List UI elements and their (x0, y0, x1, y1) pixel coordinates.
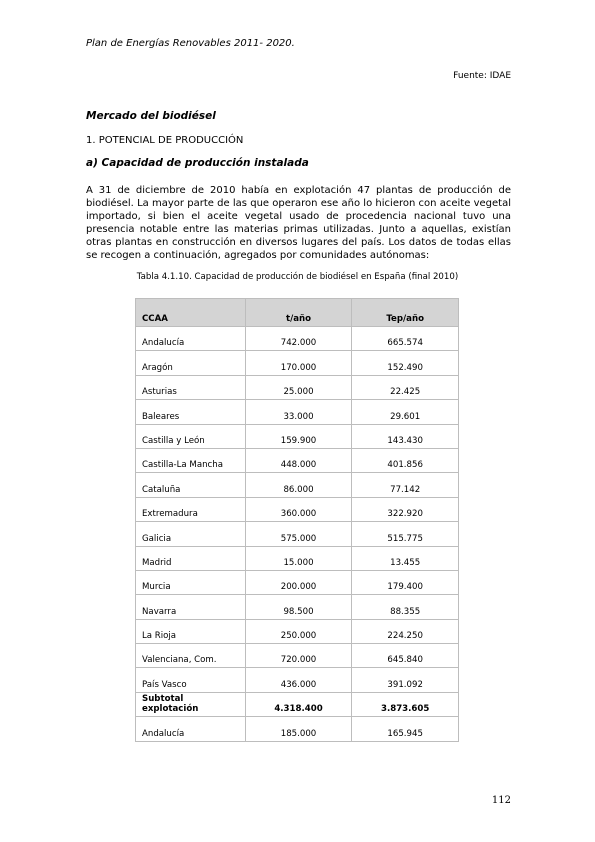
tonnes-cell: 185.000 (245, 717, 352, 741)
table-row (136, 473, 459, 497)
region-cell: Valenciana, Com. (136, 644, 246, 668)
column-header-ccaa: CCAA (136, 299, 246, 327)
subtotal-label: Subtotal explotación (136, 692, 246, 716)
table-row (136, 497, 459, 521)
tep-cell: 143.430 (352, 424, 459, 448)
tonnes-cell: 250.000 (245, 619, 352, 643)
tonnes-cell: 15.000 (245, 546, 352, 570)
biodiesel-capacity-table (135, 298, 459, 742)
body-paragraph: A 31 de diciembre de 2010 había en explotación 47 plantas de producción de biodiésel. La mayor parte de las que operaron ese año lo hicieron con aceite vegetal importado, si bien el aceite vegetal usado de procedencia nacional tuvo una presencia notable entre las materias primas utilizadas. Junto a aquellas, existían otras plantas en construcción en diversos lugares del país. Los datos de todas ellas se recogen a continuación, agregados por comunidades autónomas: (86, 185, 511, 261)
region-cell: Baleares (136, 400, 246, 424)
tep-cell: 88.355 (352, 595, 459, 619)
tonnes-cell: 33.000 (245, 400, 352, 424)
region-cell: Navarra (136, 595, 246, 619)
tonnes-cell: 436.000 (245, 668, 352, 692)
region-cell: País Vasco (136, 668, 246, 692)
subsubsection-heading: a) Capacidad de producción instalada (86, 157, 309, 169)
subtotal-tonnes: 4.318.400 (245, 692, 352, 716)
table-row (136, 717, 459, 741)
tep-cell: 29.601 (352, 400, 459, 424)
tonnes-cell: 720.000 (245, 644, 352, 668)
region-cell: La Rioja (136, 619, 246, 643)
page-number: 112 (491, 795, 511, 806)
tep-cell: 179.400 (352, 570, 459, 594)
tonnes-cell: 448.000 (245, 448, 352, 472)
subsection-heading: 1. POTENCIAL DE PRODUCCIÓN (86, 135, 244, 146)
table-row (136, 668, 459, 692)
tonnes-cell: 159.900 (245, 424, 352, 448)
region-cell: Extremadura (136, 497, 246, 521)
tonnes-cell: 98.500 (245, 595, 352, 619)
table-row (136, 595, 459, 619)
table-row (136, 644, 459, 668)
region-cell: Aragón (136, 351, 246, 375)
tep-cell: 391.092 (352, 668, 459, 692)
tep-cell: 645.840 (352, 644, 459, 668)
tonnes-cell: 25.000 (245, 375, 352, 399)
region-cell: Asturias (136, 375, 246, 399)
tonnes-cell: 170.000 (245, 351, 352, 375)
region-cell: Andalucía (136, 327, 246, 351)
column-header-t-ano: t/año (245, 299, 352, 327)
tep-cell: 152.490 (352, 351, 459, 375)
section-title: Mercado del biodiésel (86, 110, 216, 122)
table-header-row (136, 299, 459, 327)
region-cell: Galicia (136, 522, 246, 546)
region-cell: Andalucía (136, 717, 246, 741)
source-note: Fuente: IDAE (453, 71, 511, 81)
tep-cell: 665.574 (352, 327, 459, 351)
table-row (136, 375, 459, 399)
table-row (136, 546, 459, 570)
table-row (136, 522, 459, 546)
region-cell: Castilla-La Mancha (136, 448, 246, 472)
tonnes-cell: 575.000 (245, 522, 352, 546)
tonnes-cell: 360.000 (245, 497, 352, 521)
region-cell: Murcia (136, 570, 246, 594)
tep-cell: 322.920 (352, 497, 459, 521)
tep-cell: 77.142 (352, 473, 459, 497)
tonnes-cell: 742.000 (245, 327, 352, 351)
subtotal-row (136, 692, 459, 716)
table-row (136, 400, 459, 424)
table-row (136, 448, 459, 472)
table-row (136, 570, 459, 594)
tep-cell: 401.856 (352, 448, 459, 472)
table-row (136, 327, 459, 351)
table-caption: Tabla 4.1.10. Capacidad de producción de biodiésel en España (final 2010) (136, 272, 459, 282)
tonnes-cell: 200.000 (245, 570, 352, 594)
region-cell: Madrid (136, 546, 246, 570)
tep-cell: 515.775 (352, 522, 459, 546)
table-row (136, 619, 459, 643)
region-cell: Castilla y León (136, 424, 246, 448)
table-row (136, 424, 459, 448)
table-row (136, 351, 459, 375)
tep-cell: 13.455 (352, 546, 459, 570)
tep-cell: 22.425 (352, 375, 459, 399)
tep-cell: 224.250 (352, 619, 459, 643)
document-header-title: Plan de Energías Renovables 2011- 2020. (86, 38, 295, 49)
column-header-tep-ano: Tep/año (352, 299, 459, 327)
region-cell: Cataluña (136, 473, 246, 497)
tep-cell: 165.945 (352, 717, 459, 741)
tonnes-cell: 86.000 (245, 473, 352, 497)
subtotal-tep: 3.873.605 (352, 692, 459, 716)
